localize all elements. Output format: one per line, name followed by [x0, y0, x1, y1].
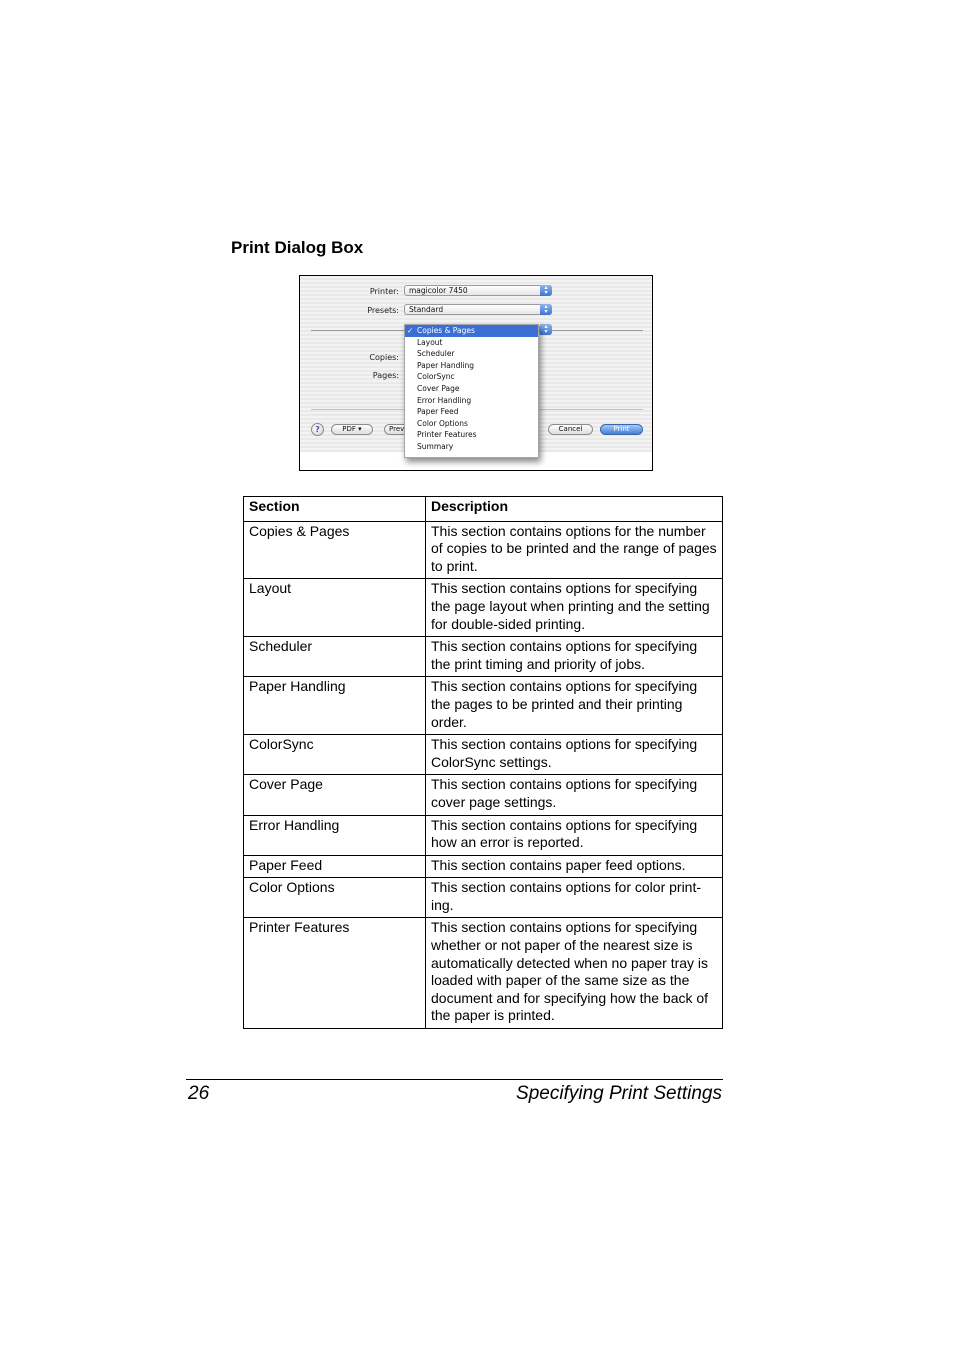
- table-row: [244, 918, 723, 1029]
- description-cell: This section contains options for color print-ing.: [426, 878, 723, 918]
- section-cell: Paper Feed: [244, 855, 426, 878]
- menu-item-scheduler[interactable]: Scheduler: [417, 349, 455, 359]
- menu-item-cover-page[interactable]: Cover Page: [417, 383, 460, 393]
- pages-label: Pages:: [372, 371, 399, 380]
- help-button[interactable]: ?: [311, 423, 324, 436]
- table-row: [244, 775, 723, 815]
- checkmark-icon: ✓: [407, 326, 414, 335]
- description-cell: This section contains options for specifying ColorSync settings.: [426, 735, 723, 775]
- section-cell: Color Options: [244, 878, 426, 918]
- table-row: [244, 677, 723, 735]
- description-cell: This section contains options for specifying the page layout when printing and the setting for double-sided printing.: [426, 579, 723, 637]
- section-menu[interactable]: [404, 324, 539, 458]
- printer-value: magicolor 7450: [409, 286, 468, 295]
- popup-arrows-icon: ▴ ▾: [540, 324, 552, 335]
- description-cell: This section contains options for specifying whether or not paper of the nearest size is automatically detected when no paper tray is loaded with paper of the same size as the document and for specifying how the back of the paper is printed.: [426, 918, 723, 1029]
- section-cell: Copies & Pages: [244, 521, 426, 579]
- section-cell: Layout: [244, 579, 426, 637]
- popup-arrows-icon: ▴ ▾: [540, 285, 552, 296]
- menu-item-layout[interactable]: Layout: [417, 337, 443, 347]
- printer-popup[interactable]: [404, 285, 552, 296]
- separator-bottom-right: [539, 409, 643, 410]
- section-heading: Print Dialog Box: [231, 238, 364, 257]
- menu-item-color-options[interactable]: Color Options: [417, 418, 468, 428]
- section-cell: ColorSync: [244, 735, 426, 775]
- menu-item-paper-feed[interactable]: Paper Feed: [417, 407, 459, 417]
- sections-table: [243, 496, 723, 1029]
- section-popup-arrows[interactable]: [539, 324, 552, 335]
- description-cell: This section contains options for specifying how an error is reported.: [426, 815, 723, 855]
- copies-label: Copies:: [369, 353, 399, 362]
- description-cell: This section contains paper feed options.: [426, 855, 723, 878]
- print-dialog-screenshot: [299, 275, 653, 471]
- menu-item-paper-handling[interactable]: Paper Handling: [417, 360, 475, 370]
- separator-bottom-left: [311, 409, 404, 410]
- table-row: [244, 855, 723, 878]
- table-row: [244, 579, 723, 637]
- menu-item-error-handling[interactable]: Error Handling: [417, 395, 472, 405]
- table-row: [244, 878, 723, 918]
- section-cell: Printer Features: [244, 918, 426, 1029]
- presets-label: Presets:: [367, 306, 399, 315]
- popup-arrows-icon: ▴ ▾: [540, 304, 552, 315]
- table-row: [244, 815, 723, 855]
- description-cell: This section contains options for specifying cover page settings.: [426, 775, 723, 815]
- table-row: [244, 521, 723, 579]
- footer-title: Specifying Print Settings: [516, 1083, 722, 1104]
- footer-divider: [186, 1079, 723, 1080]
- separator-left: [311, 330, 404, 331]
- table-header-row: [244, 497, 723, 522]
- preview-button[interactable]: Prev: [384, 424, 414, 435]
- section-cell: Scheduler: [244, 637, 426, 677]
- pdf-button[interactable]: PDF ▾: [331, 424, 373, 435]
- section-cell: Cover Page: [244, 775, 426, 815]
- print-button[interactable]: Print: [600, 424, 643, 435]
- menu-item-colorsync[interactable]: ColorSync: [417, 372, 455, 382]
- menu-item-summary[interactable]: Summary: [417, 441, 454, 451]
- header-section: Section: [244, 497, 426, 522]
- menu-item-printer-features[interactable]: Printer Features: [417, 430, 477, 440]
- description-cell: This section contains options for the number of copies to be printed and the range of pages to print.: [426, 521, 723, 579]
- presets-value: Standard: [409, 305, 444, 314]
- separator-right: [552, 330, 643, 331]
- table-row: [244, 637, 723, 677]
- page-number: 26: [188, 1083, 210, 1104]
- menu-item-copies-pages[interactable]: ✓ Copies & Pages: [405, 325, 538, 337]
- table-row: [244, 735, 723, 775]
- printer-label: Printer:: [369, 287, 399, 296]
- section-cell: Error Handling: [244, 815, 426, 855]
- section-cell: Paper Handling: [244, 677, 426, 735]
- description-cell: This section contains options for specifying the pages to be printed and their printing order.: [426, 677, 723, 735]
- header-description: Description: [426, 497, 723, 522]
- presets-popup[interactable]: [404, 304, 552, 315]
- cancel-button[interactable]: Cancel: [548, 424, 593, 435]
- description-cell: This section contains options for specifying the print timing and priority of jobs.: [426, 637, 723, 677]
